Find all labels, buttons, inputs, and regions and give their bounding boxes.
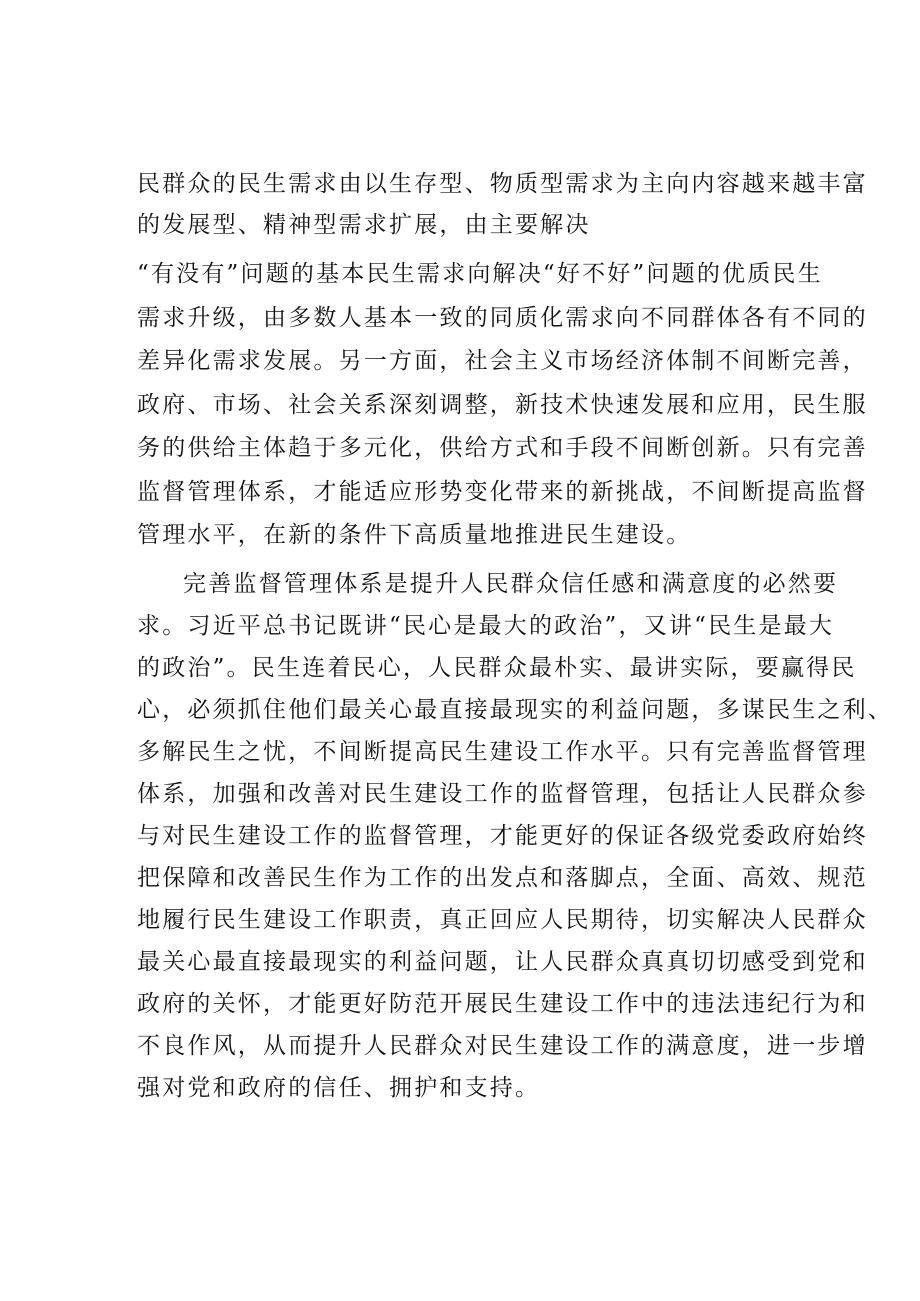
paragraph-1-line-9: 管理水平，在新的条件下高质量地推进民生建设。 bbox=[137, 522, 692, 548]
paragraph-1-line-8: 监督管理体系，才能适应形势变化带来的新挑战，不间断提高监督 bbox=[137, 479, 868, 505]
paragraph-1-line-4: 需求升级，由多数人基本一致的同质化需求向不同群体各有不同的 bbox=[137, 305, 868, 331]
paragraph-2-line-3: 的政治”。民生连着民心，人民群众最朴实、最讲实际，要赢得民 bbox=[137, 655, 857, 681]
paragraph-2-line-12: 不良作风，从而提升人民群众对民生建设工作的满意度，进一步增 bbox=[137, 1033, 868, 1059]
paragraph-1-line-2: 的发展型、精神型需求扩展，由主要解决 bbox=[137, 212, 591, 238]
paragraph-2-line-9: 地履行民生建设工作职责，真正回应人民期待，切实解决人民群众 bbox=[137, 907, 868, 933]
paragraph-2-line-10: 最关心最直接最现实的利益问题，让人民群众真真切切感受到党和 bbox=[137, 949, 868, 975]
paragraph-2-line-5: 多解民生之忧，不间断提高民生建设工作水平。只有完善监督管理 bbox=[137, 739, 868, 765]
paragraph-1-line-6: 政府、市场、社会关系深刻调整，新技术快速发展和应用，民生服 bbox=[137, 392, 868, 418]
paragraph-2-line-13: 强对党和政府的信任、拥护和支持。 bbox=[137, 1075, 541, 1101]
paragraph-2-line-4: 心，必须抓住他们最关心最直接最现实的利益问题，多谋民生之利、 bbox=[137, 697, 893, 723]
paragraph-1-line-7: 务的供给主体趋于多元化，供给方式和手段不间断创新。只有完善 bbox=[137, 435, 868, 461]
paragraph-1-line-3: “有没有”问题的基本民生需求向解决“好不好”问题的优质民生 bbox=[137, 261, 823, 287]
paragraph-2-line-1: 完善监督管理体系是提升人民群众信任感和满意度的必然要 bbox=[183, 571, 839, 597]
paragraph-2-line-7: 与对民生建设工作的监督管理，才能更好的保证各级党委政府始终 bbox=[137, 823, 868, 849]
paragraph-2-line-8: 把保障和改善民生作为工作的出发点和落脚点，全面、高效、规范 bbox=[137, 865, 868, 891]
paragraph-1-line-1: 民群众的民生需求由以生存型、物质型需求为主向内容越来越丰富 bbox=[137, 171, 868, 197]
paragraph-2-line-6: 体系，加强和改善对民生建设工作的监督管理，包括让人民群众参 bbox=[137, 781, 868, 807]
paragraph-2-line-2: 求。习近平总书记既讲“民心是最大的政治”，又讲“民生是最大 bbox=[137, 613, 835, 639]
paragraph-1-line-5: 差异化需求发展。另一方面，社会主义市场经济体制不间断完善， bbox=[137, 348, 868, 374]
paragraph-2-line-11: 政府的关怀，才能更好防范开展民生建设工作中的违法违纪行为和 bbox=[137, 991, 868, 1017]
